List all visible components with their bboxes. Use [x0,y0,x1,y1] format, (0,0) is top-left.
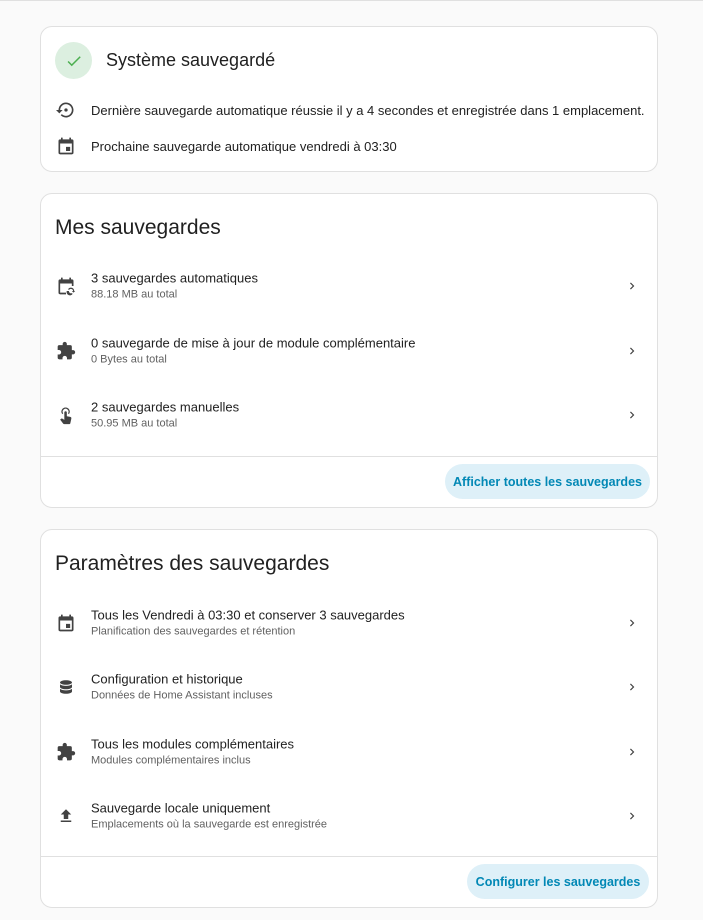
calendar-icon [55,612,77,634]
chevron-right-icon [625,408,639,422]
gesture-tap-icon [55,404,77,426]
upload-icon [55,805,77,827]
list-item-addons[interactable] [41,723,657,781]
list-item-automatic-backups[interactable] [41,257,657,315]
chevron-right-icon [625,809,639,823]
chevron-right-icon [625,680,639,694]
card-divider [41,856,657,857]
list-item-primary: Configuration et historique [91,671,243,687]
my-backups-title: Mes sauvegardes [55,216,221,239]
chevron-right-icon [625,745,639,759]
list-item-schedule[interactable] [41,594,657,652]
list-item-secondary: 88.18 MB au total [91,288,178,301]
last-backup-row [55,99,645,121]
status-badge [55,42,92,79]
status-header [55,42,275,79]
check-icon [65,52,83,70]
backup-settings-title: Paramètres des sauvegardes [55,552,330,575]
calendar-icon [55,135,77,157]
list-item-secondary: Planification des sauvegardes et rétention [91,625,296,638]
list-item-data[interactable] [41,658,657,716]
list-item-primary: Tous les Vendredi à 03:30 et conserver 3 sauvegardes [91,607,405,623]
list-item-secondary: 50.95 MB au total [91,417,178,430]
backup-status-card [40,26,658,172]
chevron-right-icon [625,616,639,630]
configure-backups-button[interactable]: Configurer les sauvegardes [467,864,649,899]
list-item-primary: Sauvegarde locale uniquement [91,800,271,816]
my-backups-card [40,193,658,508]
list-item-primary: 3 sauvegardes automatiques [91,270,258,286]
chevron-right-icon [625,279,639,293]
calendar-sync-icon [55,275,77,297]
list-item-secondary: Emplacements où la sauvegarde est enregistrée [91,818,328,831]
list-item-manual-backups[interactable] [41,386,657,444]
backup-restore-icon [55,99,77,121]
puzzle-icon [55,741,77,763]
database-icon [55,676,77,698]
list-item-addon-update-backups[interactable] [41,322,657,380]
list-item-primary: Tous les modules complémentaires [91,736,295,752]
card-divider [41,456,657,457]
list-item-primary: 0 sauvegarde de mise à jour de module complémentaire [91,335,416,351]
next-backup-row [55,135,397,157]
list-item-secondary: Données de Home Assistant incluses [91,689,273,702]
puzzle-icon [55,340,77,362]
status-title: Système sauvegardé [106,50,276,70]
top-divider [0,0,703,1]
next-backup-text: Prochaine sauvegarde automatique vendredi à 03:30 [91,138,397,154]
show-all-backups-button[interactable]: Afficher toutes les sauvegardes [445,464,650,499]
list-item-secondary: 0 Bytes au total [91,353,167,366]
list-item-secondary: Modules complémentaires inclus [91,754,251,767]
chevron-right-icon [625,344,639,358]
list-item-locations[interactable] [41,787,657,845]
last-backup-text: Dernière sauvegarde automatique réussie il y a 4 secondes et enregistrée dans 1 emplacement. [91,102,645,118]
list-item-primary: 2 sauvegardes manuelles [91,399,240,415]
backup-settings-card [40,529,658,908]
